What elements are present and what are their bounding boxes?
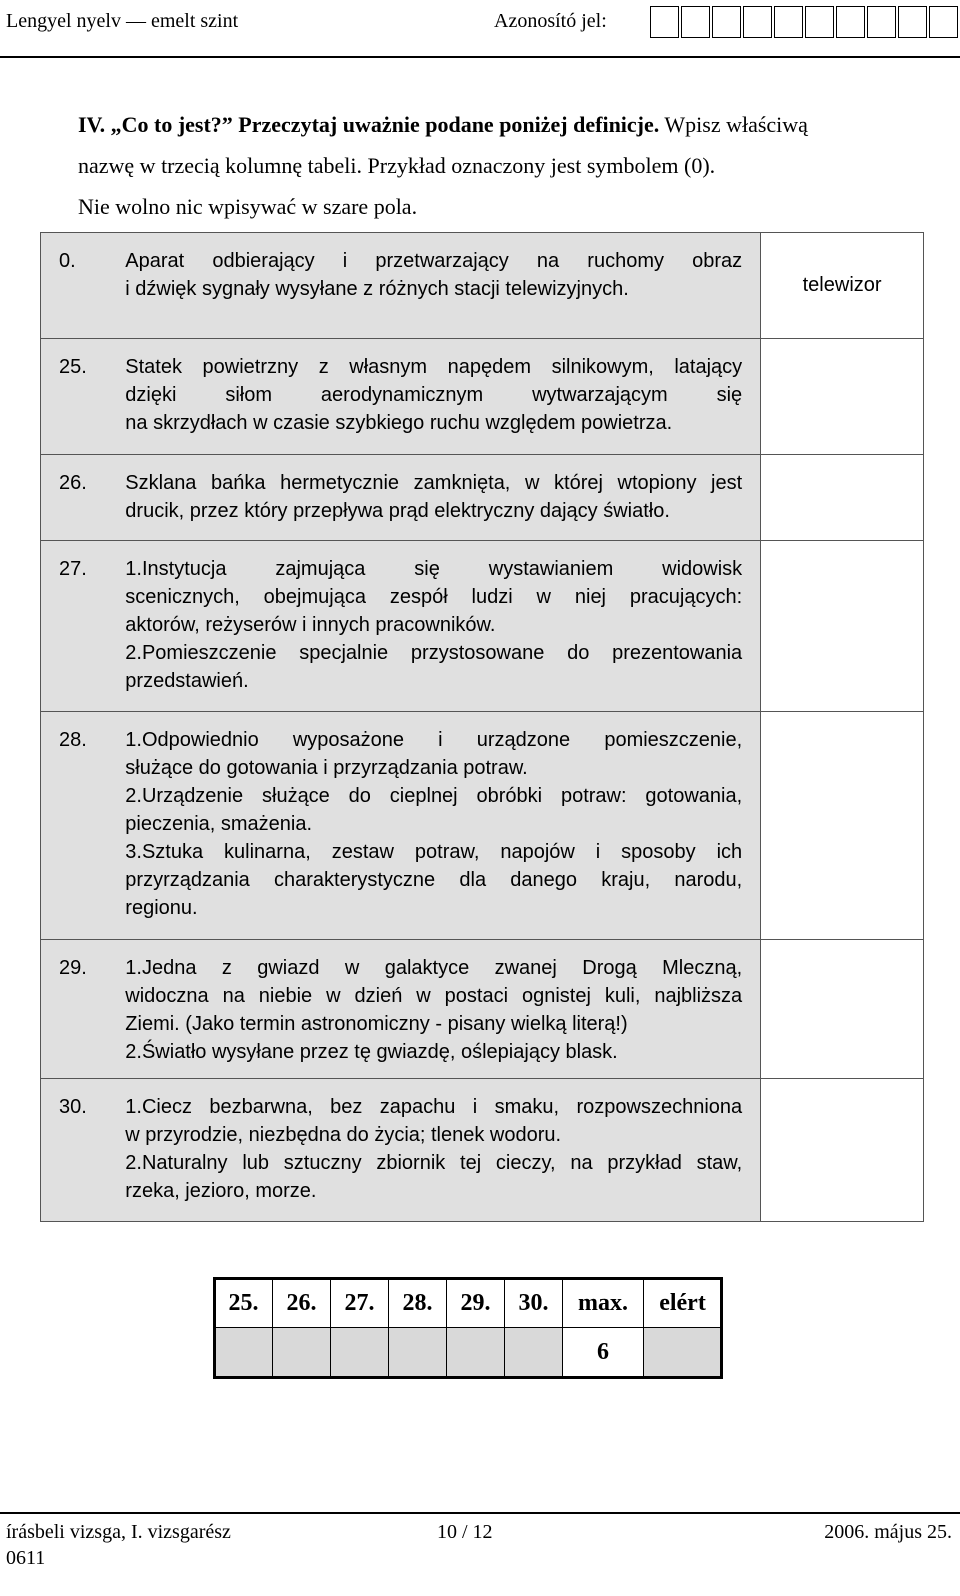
- score-header: 25.: [215, 1279, 273, 1328]
- footer-divider: [0, 1512, 960, 1514]
- score-header: 29.: [447, 1279, 505, 1328]
- item-number: 26.: [41, 455, 120, 541]
- table-row: [41, 541, 924, 712]
- answer-cell[interactable]: [761, 712, 924, 940]
- score-header: 26.: [273, 1279, 331, 1328]
- definition-text: [119, 1079, 760, 1222]
- id-box[interactable]: [681, 6, 710, 38]
- score-cell: [644, 1328, 722, 1377]
- task-instructions: [78, 104, 950, 227]
- definitions-table: [40, 232, 924, 1222]
- footer-code: 0611: [6, 1547, 46, 1569]
- definition-line: 1.Ciecz bezbarwna, bez zapachu i smaku, rozpowszechniona: [125, 1096, 743, 1118]
- table-row: [41, 940, 924, 1079]
- definition-line: 2.Urządzenie służące do cieplnej obróbki potraw: gotowania,: [125, 785, 743, 807]
- id-box[interactable]: [898, 6, 927, 38]
- definition-line: scenicznych, obejmująca zespół ludzi w niej pracujących:: [125, 586, 743, 608]
- id-boxes: [650, 6, 960, 38]
- definition-line: pieczenia, smażenia.: [125, 813, 313, 835]
- definition-line: 1.Instytucja zajmująca się wystawianiem widowisk: [125, 558, 743, 580]
- header-divider: [0, 56, 960, 58]
- id-box[interactable]: [867, 6, 896, 38]
- item-number: 27.: [41, 541, 120, 712]
- definition-text: [119, 455, 760, 541]
- definition-line: 2.Światło wysyłane przez tę gwiazdę, oślepiający blask.: [125, 1041, 618, 1063]
- definition-text: [119, 940, 760, 1079]
- table-row: [41, 339, 924, 455]
- score-cell: [447, 1328, 505, 1377]
- example-answer: telewizor: [761, 233, 924, 339]
- definition-line: drucik, przez który przepływa prąd elektryczny dający światło.: [125, 500, 670, 522]
- definition-text: [119, 541, 760, 712]
- score-table: [214, 1278, 722, 1377]
- id-box[interactable]: [774, 6, 803, 38]
- definition-line: 1.Jedna z gwiazd w galaktyce zwanej Drogą Mleczną,: [125, 957, 743, 979]
- score-cell: [389, 1328, 447, 1377]
- definition-line: dzięki siłom aerodynamicznym wytwarzającym się: [125, 384, 743, 406]
- footer-exam: írásbeli vizsga, I. vizsgarész: [6, 1521, 231, 1543]
- definition-line: aktorów, reżyserów i innych pracowników.: [125, 614, 496, 636]
- score-header: 30.: [505, 1279, 563, 1328]
- definition-line: rzeka, jezioro, morze.: [125, 1180, 317, 1202]
- footer-date: 2006. május 25.: [824, 1521, 952, 1543]
- answer-cell[interactable]: [761, 1079, 924, 1222]
- id-box[interactable]: [805, 6, 834, 38]
- table-row: [41, 1079, 924, 1222]
- definition-line: 3.Sztuka kulinarna, zestaw potraw, napojów i sposoby ich: [125, 841, 743, 863]
- task-instruction-3: Nie wolno nic wpisywać w szare pola.: [78, 194, 418, 219]
- definition-line: przyrządzania charakterystyczne dla danego kraju, narodu,: [125, 869, 743, 891]
- definition-line: i dźwięk sygnały wysyłane z różnych stacji telewizyjnych.: [125, 278, 629, 300]
- table-row: [41, 233, 924, 339]
- definition-line: w przyrodzie, niezbędna do życia; tlenek wodoru.: [125, 1124, 562, 1146]
- definition-text: [119, 339, 760, 455]
- score-header: 28.: [389, 1279, 447, 1328]
- answer-cell[interactable]: [761, 455, 924, 541]
- task-title: IV. „Co to jest?” Przeczytaj uważnie podane poniżej definicje.: [78, 112, 660, 137]
- definition-line: Ziemi. (Jako termin astronomiczny - pisany wielką literą!): [125, 1013, 628, 1035]
- definition-line: 2.Naturalny lub sztuczny zbiornik tej cieczy, na przykład staw,: [125, 1152, 743, 1174]
- task-instruction-1: Wpisz właściwą: [659, 112, 808, 137]
- item-number: 29.: [41, 940, 120, 1079]
- definition-text: [119, 233, 760, 339]
- id-box[interactable]: [712, 6, 741, 38]
- definition-line: 2.Pomieszczenie specjalnie przystosowane do prezentowania: [125, 642, 743, 664]
- task-instruction-2: nazwę w trzecią kolumnę tabeli. Przykład oznaczony jest symbolem (0).: [78, 153, 716, 178]
- score-header: max.: [563, 1279, 644, 1328]
- definition-line: przedstawień.: [125, 670, 249, 692]
- header-subject: Lengyel nyelv — emelt szint: [6, 10, 239, 32]
- answer-cell[interactable]: [761, 940, 924, 1079]
- definition-line: Szklana bańka hermetycznie zamknięta, w której wtopiony jest: [125, 472, 743, 494]
- id-box[interactable]: [929, 6, 958, 38]
- item-number: 25.: [41, 339, 120, 455]
- id-box[interactable]: [836, 6, 865, 38]
- score-cell: [331, 1328, 389, 1377]
- table-row: [41, 712, 924, 940]
- answer-cell[interactable]: [761, 541, 924, 712]
- definition-line: 1.Odpowiednio wyposażone i urządzone pomieszczenie,: [125, 729, 743, 751]
- definition-line: Statek powietrzny z własnym napędem silnikowym, latający: [125, 356, 743, 378]
- definition-text: [119, 712, 760, 940]
- score-header: 27.: [331, 1279, 389, 1328]
- item-number: 28.: [41, 712, 120, 940]
- table-row: [41, 455, 924, 541]
- score-cell: [215, 1328, 273, 1377]
- definition-line: widoczna na niebie w dzień w postaci ognistej kuli, najbliższa: [125, 985, 743, 1007]
- score-header: elért: [644, 1279, 722, 1328]
- score-cell: [273, 1328, 331, 1377]
- id-box[interactable]: [743, 6, 772, 38]
- footer-page: 10 / 12: [437, 1521, 493, 1543]
- definition-line: na skrzydłach w czasie szybkiego ruchu względem powietrza.: [125, 412, 673, 434]
- score-max-value: 6: [563, 1328, 644, 1377]
- id-box[interactable]: [650, 6, 679, 38]
- definition-line: służące do gotowania i przyrządzania potraw.: [125, 757, 528, 779]
- score-cell: [505, 1328, 563, 1377]
- item-number: 0.: [41, 233, 120, 339]
- definition-line: Aparat odbierający i przetwarzający na ruchomy obraz: [125, 250, 743, 272]
- id-label: Azonosító jel:: [494, 10, 607, 32]
- answer-cell[interactable]: [761, 339, 924, 455]
- item-number: 30.: [41, 1079, 120, 1222]
- definition-line: regionu.: [125, 897, 198, 919]
